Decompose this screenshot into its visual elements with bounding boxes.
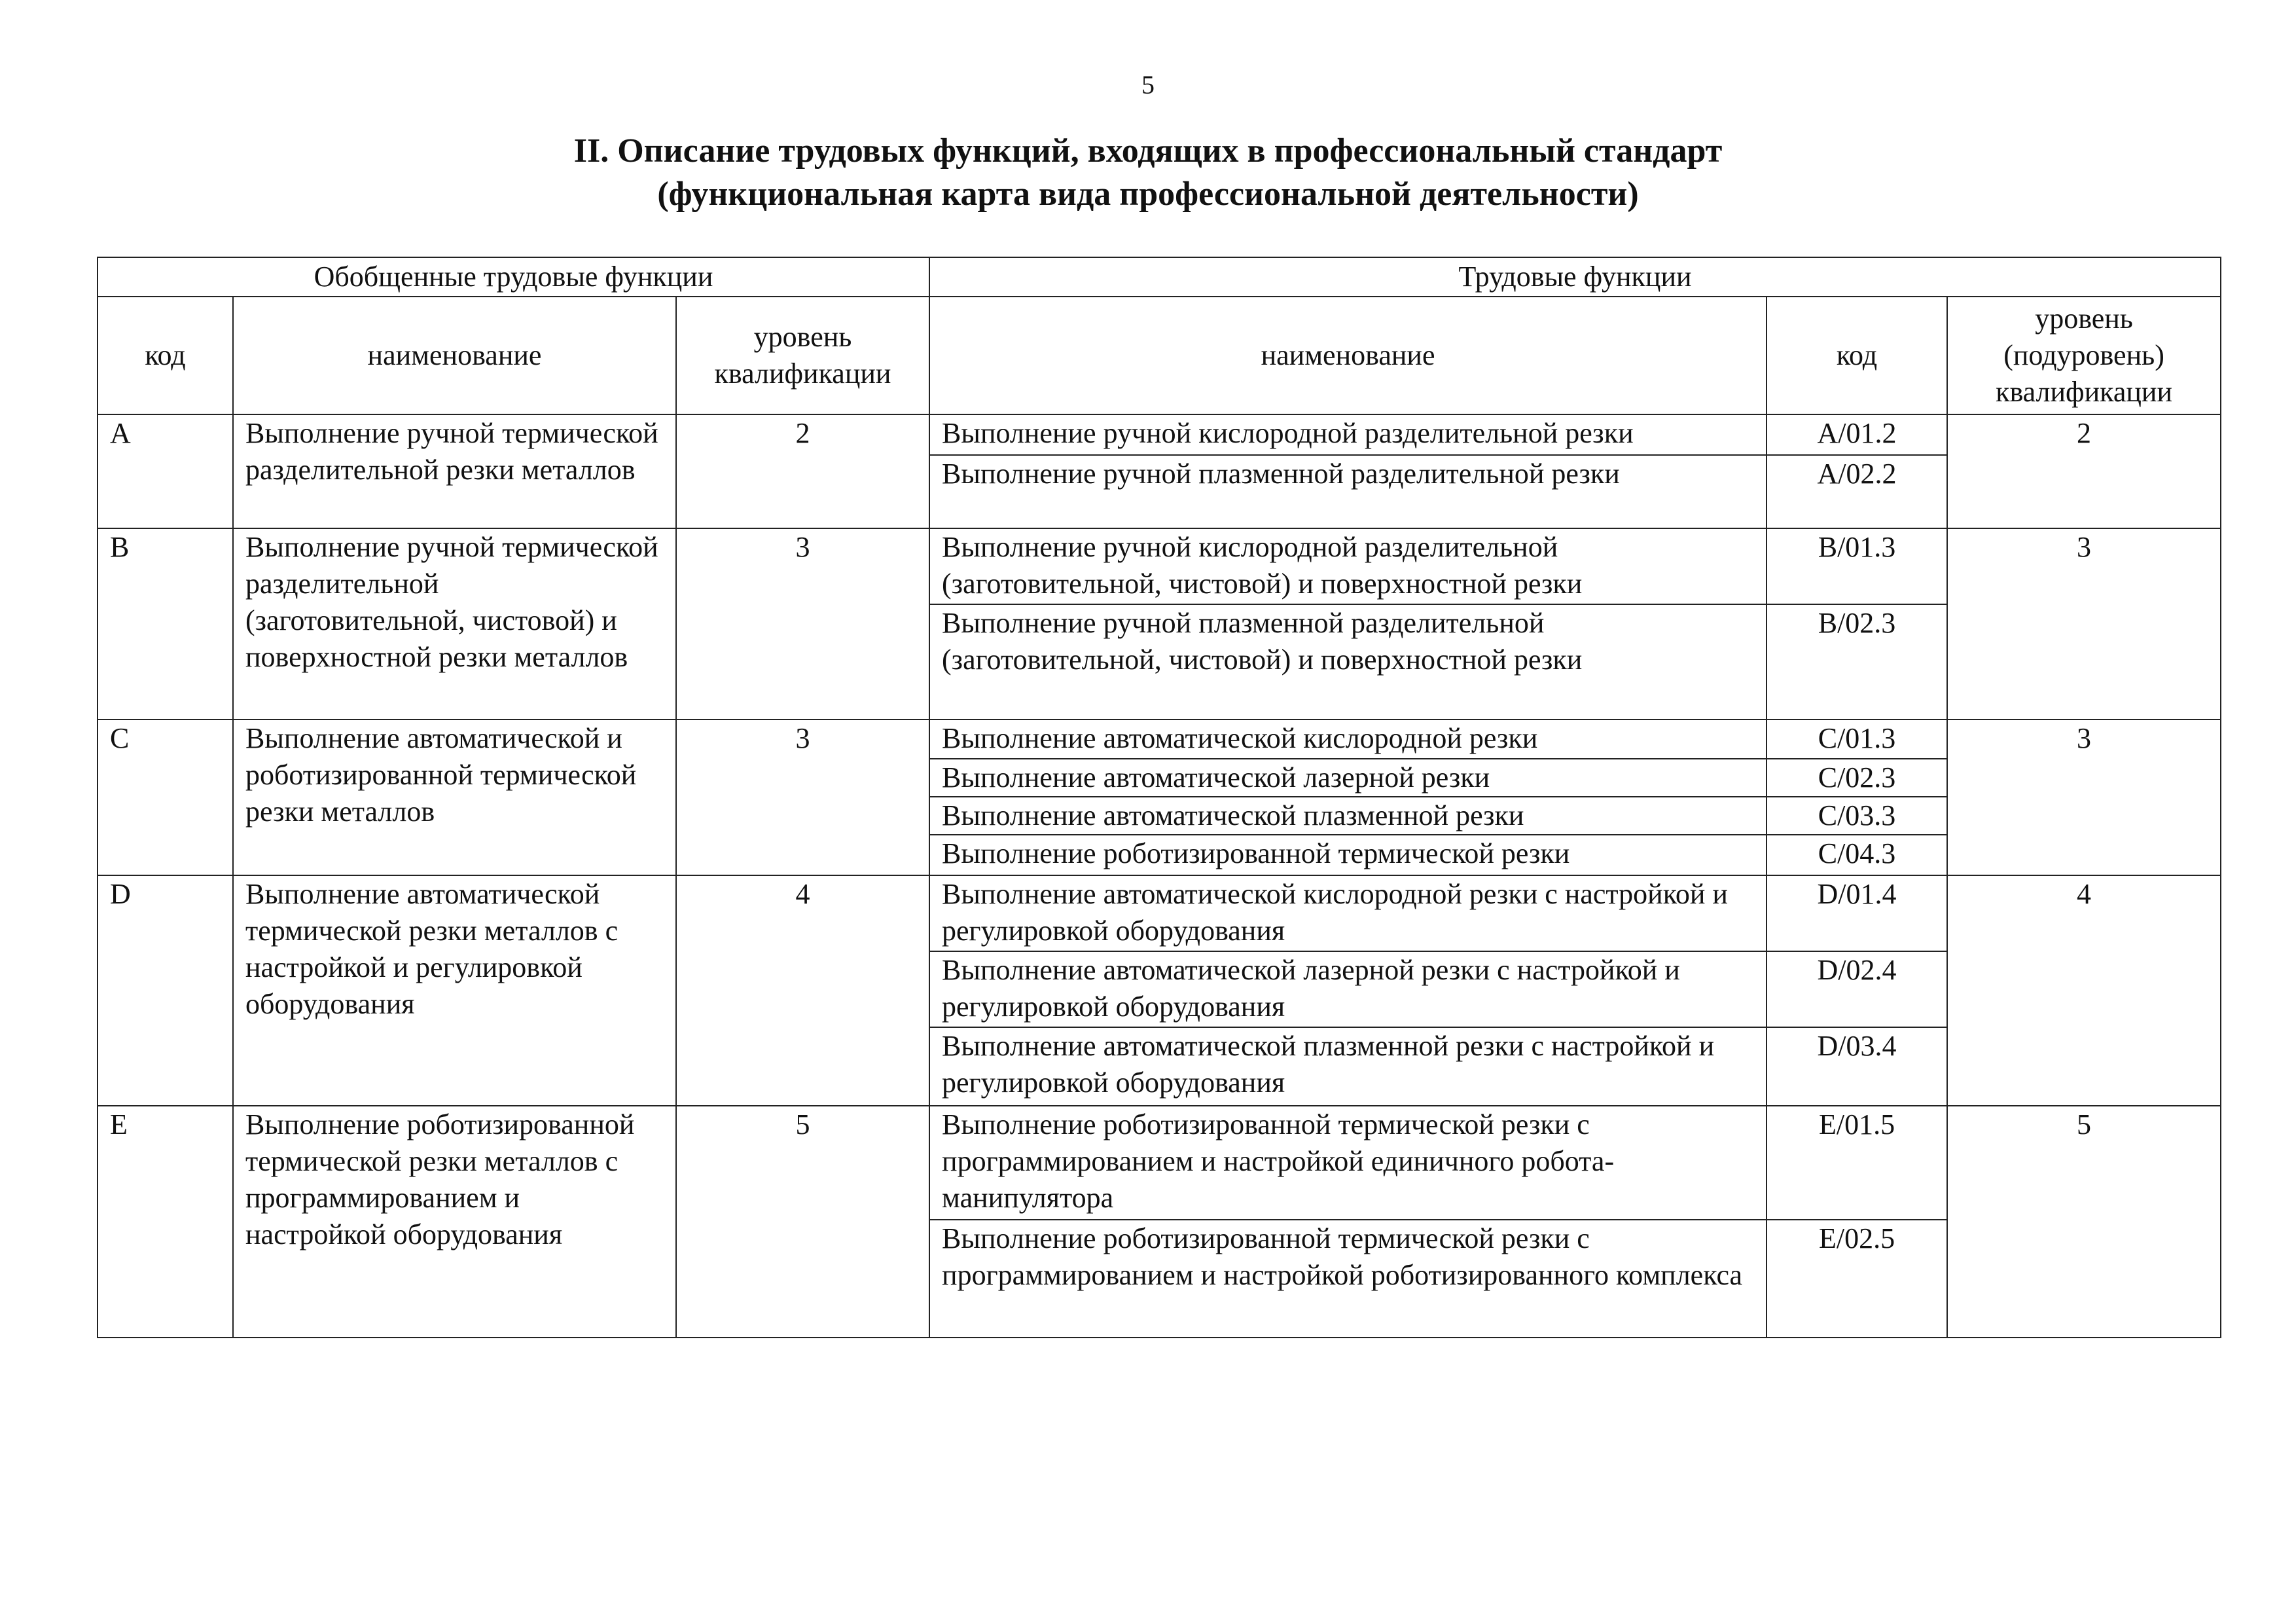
gen-level-cell: 3 (676, 528, 929, 720)
func-name-cell: Выполнение ручной кислородной разделительной (заготовительной, чистовой) и поверхностной резки (929, 528, 1767, 604)
page-title (0, 130, 2296, 216)
func-name-cell: Выполнение автоматической лазерной резки (929, 759, 1767, 797)
func-code-cell: E/02.5 (1767, 1220, 1947, 1338)
func-name-cell: Выполнение автоматической лазерной резки с настройкой и регулировкой оборудования (929, 951, 1767, 1027)
gen-level-cell: 4 (676, 875, 929, 1106)
func-code-cell: B/01.3 (1767, 528, 1947, 604)
header-gen-name: наименование (233, 297, 676, 414)
header-gen-level: уровень квалификации (676, 297, 929, 414)
table-row (98, 875, 2221, 951)
func-code-cell: C/02.3 (1767, 759, 1947, 797)
gen-name-cell: Выполнение роботизированной термической резки металлов с программированием и настройкой оборудования (233, 1106, 676, 1338)
gen-code-cell: D (98, 875, 233, 1106)
func-code-cell: C/03.3 (1767, 797, 1947, 835)
header-func-code: код (1767, 297, 1947, 414)
func-level-cell: 3 (1947, 528, 2221, 720)
gen-code-cell: A (98, 414, 233, 528)
header-generalized-functions: Обобщенные трудовые функции (98, 257, 929, 297)
func-code-cell: E/01.5 (1767, 1106, 1947, 1220)
header-func-name: наименование (929, 297, 1767, 414)
func-name-cell: Выполнение ручной плазменной разделительной (заготовительной, чистовой) и поверхностной резки (929, 604, 1767, 720)
func-name-cell: Выполнение автоматической кислородной резки с настройкой и регулировкой оборудования (929, 875, 1767, 951)
func-code-cell: D/03.4 (1767, 1027, 1947, 1106)
func-code-cell: A/02.2 (1767, 455, 1947, 528)
func-code-cell: A/01.2 (1767, 414, 1947, 455)
func-code-cell: D/02.4 (1767, 951, 1947, 1027)
func-code-cell: B/02.3 (1767, 604, 1947, 720)
func-name-cell: Выполнение роботизированной термической резки с программированием и настройкой единичного робота-манипулятора (929, 1106, 1767, 1220)
func-code-cell: D/01.4 (1767, 875, 1947, 951)
title-line-1: II. Описание трудовых функций, входящих в профессиональный стандарт (573, 132, 1723, 170)
column-header-row (98, 297, 2221, 414)
func-name-cell: Выполнение ручной плазменной разделительной резки (929, 455, 1767, 528)
func-name-cell: Выполнение роботизированной термической резки (929, 835, 1767, 875)
gen-level-cell: 2 (676, 414, 929, 528)
func-name-cell: Выполнение автоматической плазменной резки с настройкой и регулировкой оборудования (929, 1027, 1767, 1106)
func-level-cell: 2 (1947, 414, 2221, 528)
header-gen-code: код (98, 297, 233, 414)
gen-level-cell: 5 (676, 1106, 929, 1338)
gen-level-cell: 3 (676, 720, 929, 875)
func-name-cell: Выполнение роботизированной термической резки с программированием и настройкой роботизированного комплекса (929, 1220, 1767, 1338)
header-labor-functions: Трудовые функции (929, 257, 2221, 297)
table-row (98, 720, 2221, 759)
gen-code-cell: B (98, 528, 233, 720)
func-name-cell: Выполнение автоматической плазменной резки (929, 797, 1767, 835)
gen-name-cell: Выполнение автоматической термической резки металлов с настройкой и регулировкой оборудования (233, 875, 676, 1106)
gen-name-cell: Выполнение ручной термической разделительной (заготовительной, чистовой) и поверхностной резки металлов (233, 528, 676, 720)
header-func-level: уровень (подуровень) квалификации (1947, 297, 2221, 414)
gen-code-cell: E (98, 1106, 233, 1338)
gen-code-cell: C (98, 720, 233, 875)
func-code-cell: C/01.3 (1767, 720, 1947, 759)
func-level-cell: 5 (1947, 1106, 2221, 1338)
functional-map-table (97, 257, 2221, 1338)
gen-name-cell: Выполнение ручной термической разделительной резки металлов (233, 414, 676, 528)
title-line-2: (функциональная карта вида профессиональной деятельности) (657, 175, 1639, 213)
func-name-cell: Выполнение автоматической кислородной резки (929, 720, 1767, 759)
group-header-row (98, 257, 2221, 297)
func-level-cell: 3 (1947, 720, 2221, 875)
table-row (98, 528, 2221, 604)
page-number: 5 (1141, 70, 1155, 100)
table-row (98, 1106, 2221, 1220)
func-name-cell: Выполнение ручной кислородной разделительной резки (929, 414, 1767, 455)
func-code-cell: C/04.3 (1767, 835, 1947, 875)
func-level-cell: 4 (1947, 875, 2221, 1106)
table-row (98, 414, 2221, 455)
gen-name-cell: Выполнение автоматической и роботизированной термической резки металлов (233, 720, 676, 875)
